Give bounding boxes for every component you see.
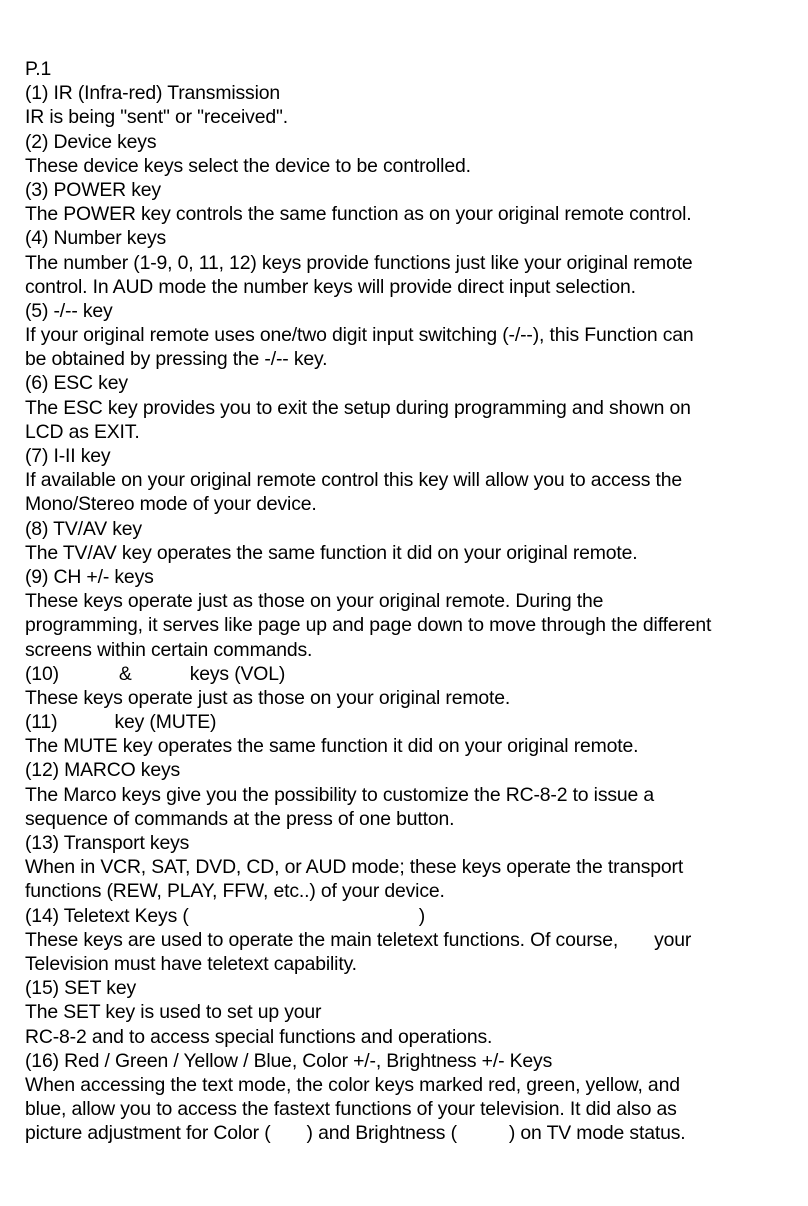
body-text: ) and Brightness ( — [306, 1122, 457, 1145]
section-body: These keys operate just as those on your original remote. During the — [25, 590, 604, 613]
section-heading: (6) ESC key — [25, 372, 128, 395]
heading-close: ) — [418, 904, 425, 927]
section-body: These device keys select the device to be controlled. — [25, 154, 471, 177]
body-text: picture adjustment for Color ( — [25, 1122, 271, 1145]
section-body — [25, 928, 795, 952]
section-body — [25, 1121, 795, 1145]
document-page — [25, 57, 795, 1145]
section-heading: (13) Transport keys — [25, 832, 190, 854]
section-heading: (9) CH +/- keys — [25, 565, 154, 588]
heading-open: (14) Teletext Keys ( — [25, 904, 189, 927]
section-body: The Marco keys give you the possibility to customize the RC-8-2 to issue a — [25, 783, 655, 806]
body-text: your — [654, 928, 692, 951]
page-number: P.1 — [25, 58, 52, 80]
section-heading: (4) Number keys — [25, 227, 167, 250]
section-body: functions (REW, PLAY, FFW, etc..) of your device. — [25, 880, 445, 903]
section-heading: (8) TV/AV key — [25, 517, 142, 540]
section-body: These keys operate just as those on your original remote. — [25, 686, 511, 709]
heading-number: (11) — [25, 711, 58, 734]
section-heading: (3) POWER key — [25, 178, 161, 201]
section-body: RC-8-2 and to access special functions and operations. — [25, 1025, 493, 1048]
section-body: When accessing the text mode, the color keys marked red, green, yellow, and — [25, 1073, 680, 1096]
heading-label: key (MUTE) — [114, 711, 217, 734]
section-heading-teletext — [25, 904, 795, 928]
heading-ampersand: & — [118, 662, 132, 685]
section-body: The MUTE key operates the same function it did on your original remote. — [25, 735, 639, 758]
section-body: control. In AUD mode the number keys will provide direct input selection. — [25, 275, 636, 298]
section-body: screens within certain commands. — [25, 638, 313, 661]
section-body: Television must have teletext capability. — [25, 952, 357, 975]
section-body: The ESC key provides you to exit the setup during programming and shown on — [25, 396, 691, 419]
section-body: LCD as EXIT. — [25, 420, 140, 443]
section-heading: (2) Device keys — [25, 130, 157, 153]
section-body: sequence of commands at the press of one button. — [25, 807, 455, 830]
section-heading-mute — [25, 710, 795, 734]
heading-label: keys (VOL) — [189, 662, 286, 685]
section-body: The SET key is used to set up your — [25, 1001, 322, 1024]
section-body: The POWER key controls the same function as on your original remote control. — [25, 203, 692, 226]
section-body: When in VCR, SAT, DVD, CD, or AUD mode; these keys operate the transport — [25, 856, 684, 879]
section-heading-vol — [25, 662, 795, 686]
section-body: blue, allow you to access the fastext functions of your television. It did also as — [25, 1098, 677, 1121]
section-body: If your original remote uses one/two digit input switching (-/--), this Function can — [25, 324, 694, 347]
section-heading: (15) SET key — [25, 977, 136, 1000]
section-heading: (5) -/-- key — [25, 299, 113, 322]
section-body: IR is being "sent" or "received". — [25, 106, 288, 129]
body-text: These keys are used to operate the main teletext functions. Of course, — [25, 928, 619, 951]
section-heading: (16) Red / Green / Yellow / Blue, Color +/-, Brightness +/- Keys — [25, 1049, 553, 1072]
section-body: be obtained by pressing the -/-- key. — [25, 348, 328, 371]
section-heading: (1) IR (Infra-red) Transmission — [25, 82, 281, 105]
section-body: programming, it serves like page up and page down to move through the different — [25, 614, 712, 637]
body-text: ) on TV mode status. — [508, 1122, 686, 1145]
section-body: The TV/AV key operates the same function it did on your original remote. — [25, 541, 638, 564]
section-heading: (7) I-II key — [25, 445, 111, 467]
heading-number: (10) — [25, 662, 59, 685]
section-body: The number (1-9, 0, 11, 12) keys provide functions just like your original remote — [25, 251, 693, 274]
section-body: Mono/Stereo mode of your device. — [25, 493, 317, 516]
section-heading: (12) MARCO keys — [25, 759, 181, 782]
section-body: If available on your original remote control this key will allow you to access the — [25, 469, 682, 492]
